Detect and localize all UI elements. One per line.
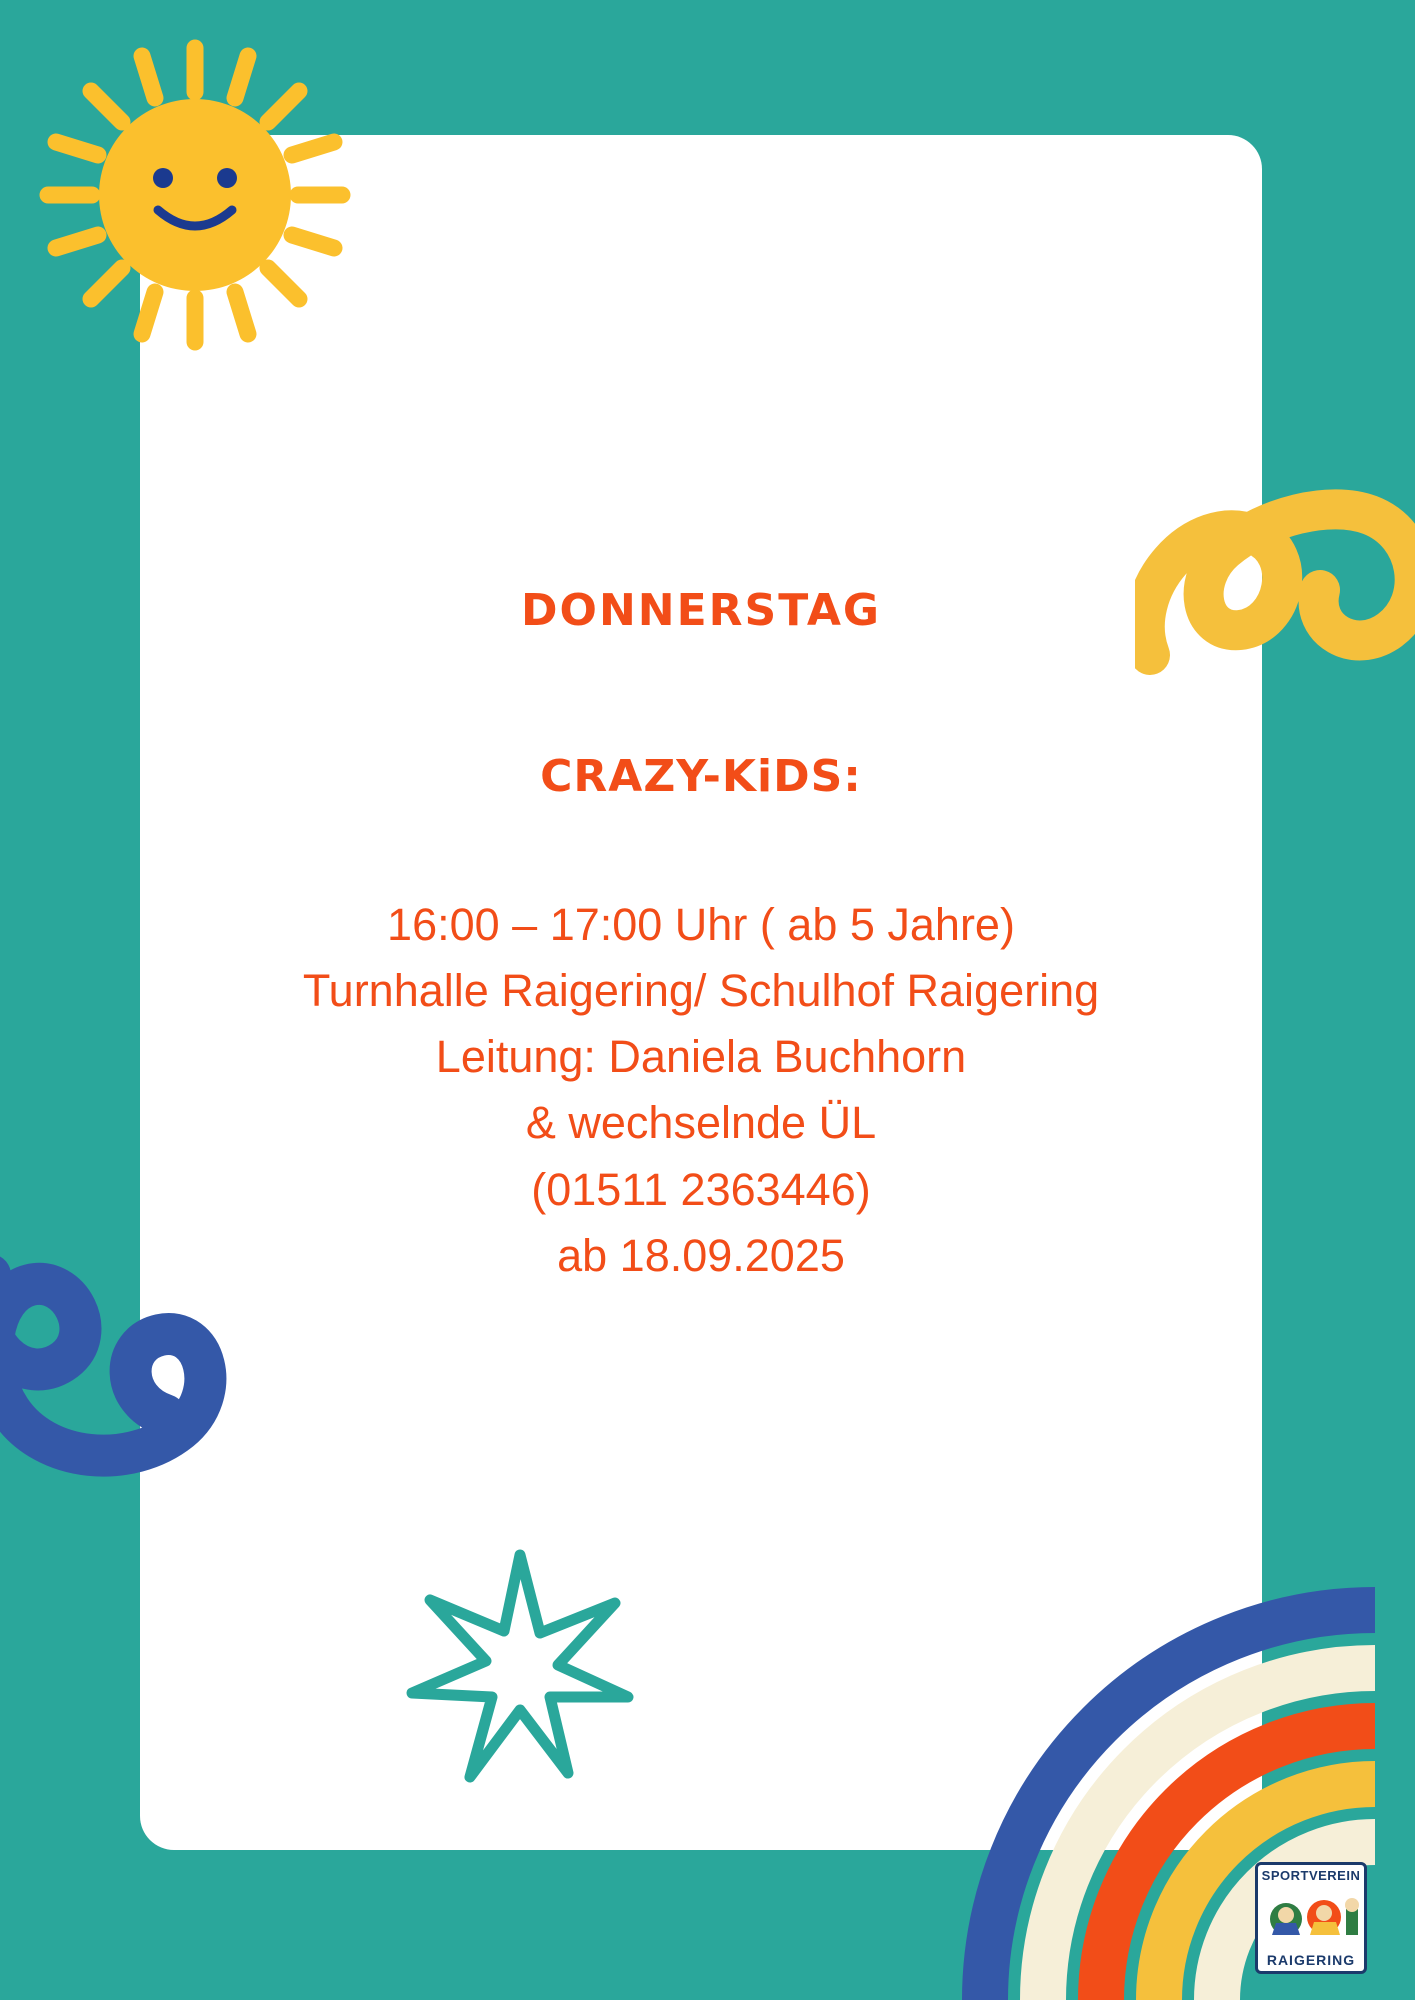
detail-line-assistants: & wechselnde ÜL: [525, 1097, 877, 1149]
details-block: [200, 802, 1202, 1289]
heading-title: CRAZY-KiDS:: [540, 751, 862, 802]
poster-content: [140, 135, 1262, 1850]
detail-line-location: Turnhalle Raigering/ Schulhof Raigering: [302, 965, 1100, 1017]
heading-day: DONNERSTAG: [521, 585, 881, 636]
detail-line-time: 16:00 – 17:00 Uhr ( ab 5 Jahre): [387, 899, 1015, 950]
logo-bottom-text: RAIGERING: [1266, 1952, 1356, 1968]
logo-top-text: SPORTVEREIN: [1261, 1868, 1361, 1883]
detail-line-startdate: ab 18.09.2025: [557, 1229, 845, 1281]
detail-line-leader: Leitung: Daniela Buchhorn: [435, 1031, 967, 1083]
logo-emblem-icon: [1260, 1889, 1362, 1947]
club-logo: [1255, 1862, 1367, 1974]
detail-line-phone: (01511 2363446): [531, 1163, 871, 1215]
